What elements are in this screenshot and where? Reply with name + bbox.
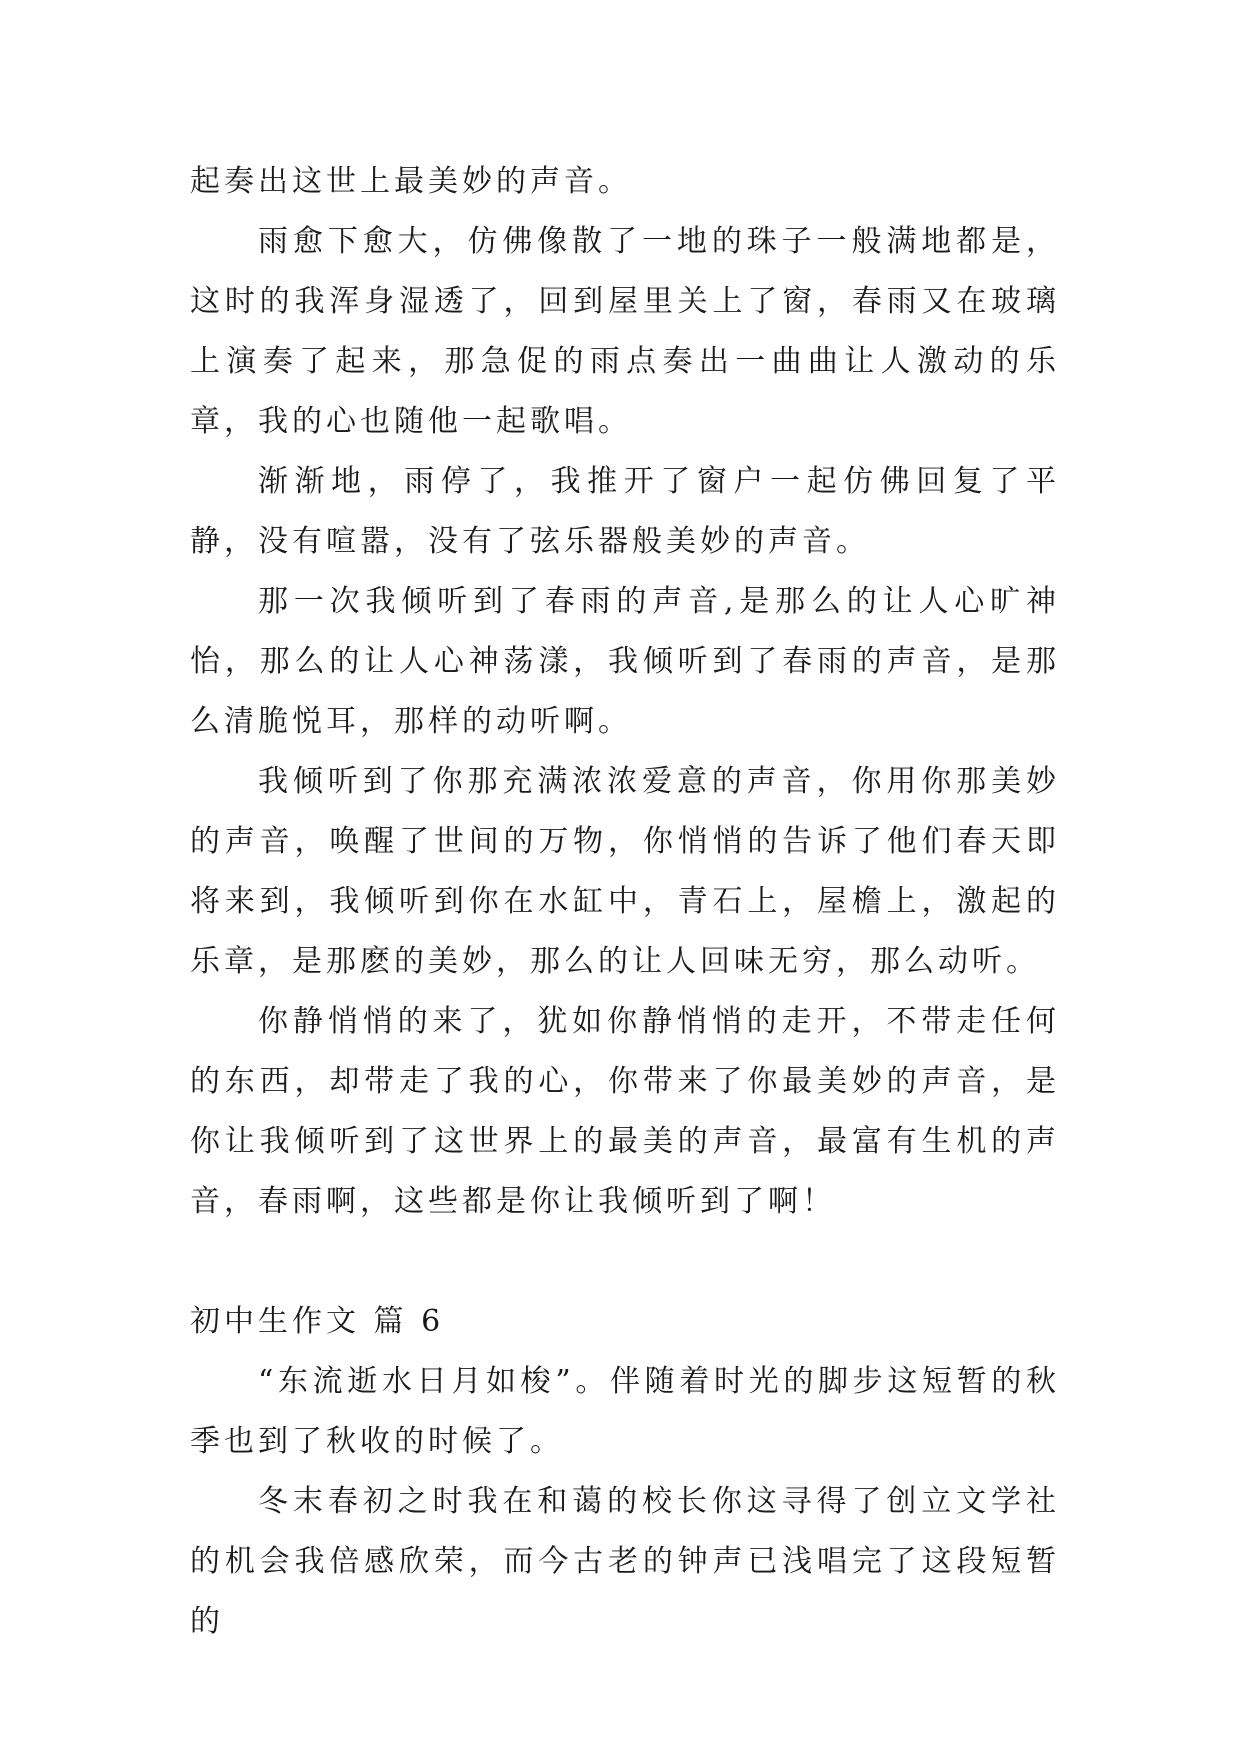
paragraph: 那一次我倾听到了春雨的声音,是那么的让人心旷神怡，那么的让人心神荡漾，我倾听到了春雨的声音，是那么清脆悦耳，那样的动听啊。 bbox=[190, 584, 1060, 739]
paragraph: 我倾听到了你那充满浓浓爱意的声音，你用你那美妙的声音，唤醒了世间的万物，你悄悄的告诉了他们春天即将来到，我倾听到你在水缸中，青石上，屋檐上，激起的乐章，是那麽的美妙，那么的让人回味无穷，那么动听。 bbox=[190, 764, 1060, 979]
paragraph: 渐渐地，雨停了，我推开了窗户一起仿佛回复了平静，没有喧嚣，没有了弦乐器般美妙的声音。 bbox=[190, 464, 1060, 559]
document-body bbox=[190, 152, 1060, 1652]
paragraph: 冬末春初之时我在和蔼的校长你这寻得了创立文学社的机会我倍感欣荣，而今古老的钟声已浅唱完了这段短暂的 bbox=[190, 1484, 1060, 1639]
paragraph-continuation: 起奏出这世上最美妙的声音。 bbox=[190, 164, 632, 199]
paragraph: 雨愈下愈大，仿佛像散了一地的珠子一般满地都是，这时的我浑身湿透了，回到屋里关上了窗，春雨又在玻璃上演奏了起来，那急促的雨点奏出一曲曲让人激动的乐章，我的心也随他一起歌唱。 bbox=[190, 224, 1060, 439]
paragraph: 你静悄悄的来了，犹如你静悄悄的走开，不带走任何的东西，却带走了我的心，你带来了你最美妙的声音，是你让我倾听到了这世界上的最美的声音，最富有生机的声音，春雨啊，这些都是你让我倾听到了啊！ bbox=[190, 1004, 1060, 1219]
paragraph: “东流逝水日月如梭”。伴随着时光的脚步这短暂的秋季也到了秋收的时候了。 bbox=[190, 1364, 1060, 1459]
section-title: 初中生作文 篇 6 bbox=[190, 1304, 445, 1339]
